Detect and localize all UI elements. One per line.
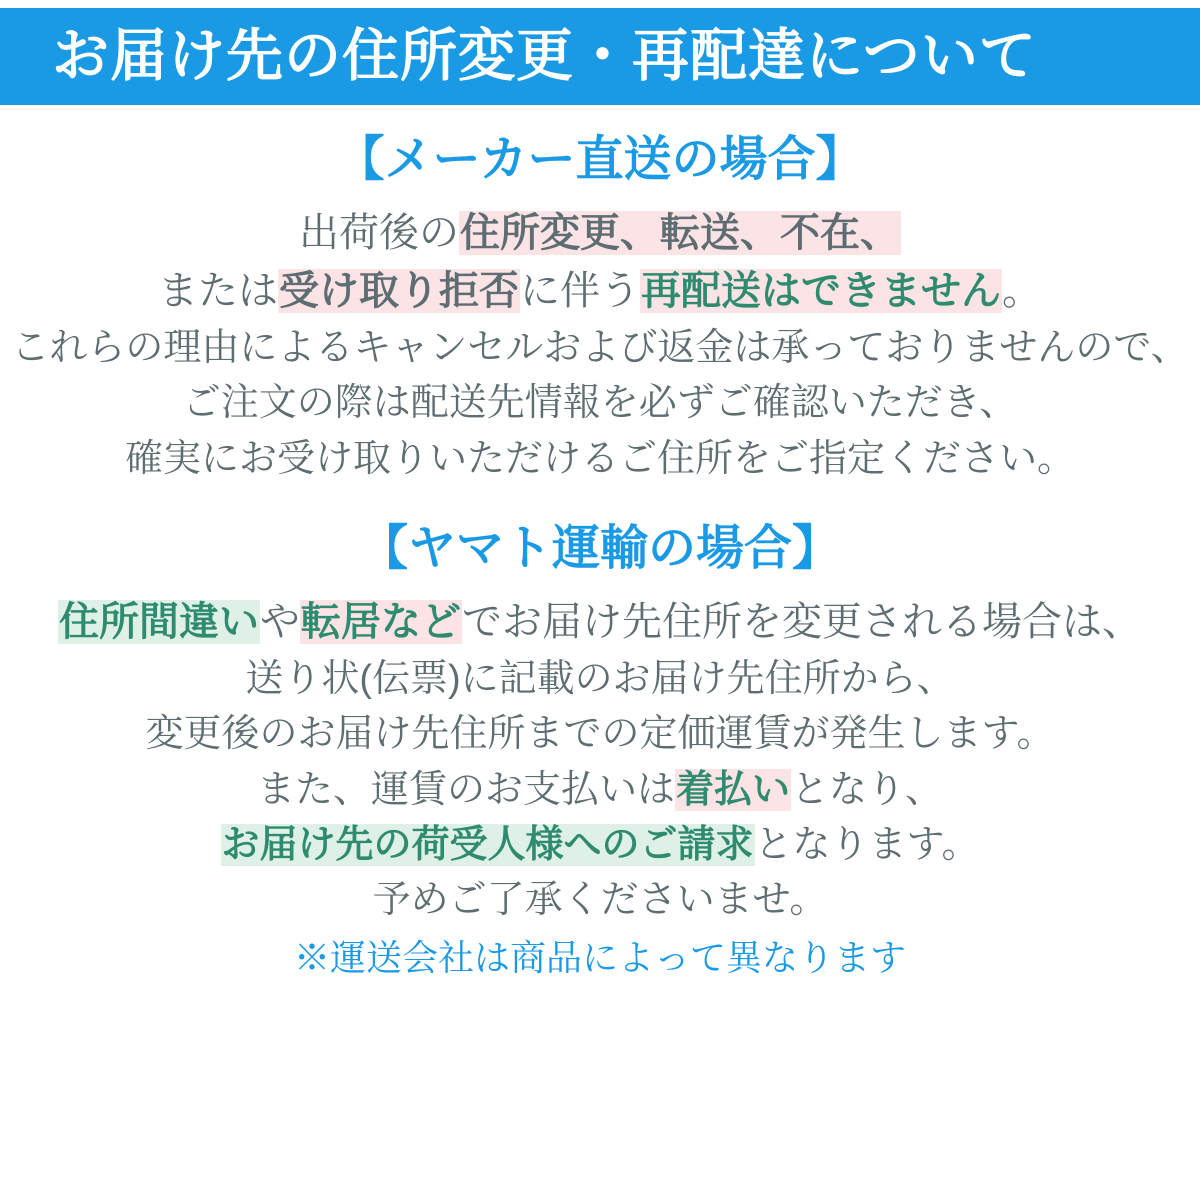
- text-line: 変更後のお届け先住所までの定価運賃が発生します。: [145, 713, 1055, 756]
- banner: [0, 8, 1200, 105]
- text-line: [0, 262, 1200, 320]
- text-segment: 。: [1002, 269, 1042, 314]
- text-segment: または: [158, 269, 278, 314]
- footnote: ※運送会社は商品によって異なります: [293, 936, 906, 978]
- highlight-segment: 再配送はできません: [641, 269, 1001, 314]
- highlight-segment: 受け取り拒否: [279, 269, 519, 314]
- banner-title: お届け先の住所変更・再配達について: [52, 24, 1037, 88]
- text-segment: や: [260, 600, 300, 645]
- content-body: [0, 112, 1200, 982]
- text-segment: でお届け先住所を変更される場合は、: [462, 600, 1142, 645]
- text-segment: また、運賃のお支払いは: [256, 768, 675, 811]
- text-line: [0, 818, 1200, 873]
- text-line: これらの理由によるキャンセルおよび返金は承っておりませんので、: [11, 326, 1189, 369]
- highlight-segment: 住所間違い: [59, 600, 259, 645]
- text-line: 送り状(伝票)に記載のお届け先住所から、: [245, 657, 955, 700]
- text-line: [0, 763, 1200, 818]
- text-segment: となり、: [791, 768, 944, 811]
- section-heading-maker-direct: 【メーカー直送の場合】: [336, 133, 864, 186]
- highlight-segment: 着払い: [675, 768, 790, 811]
- text-segment: 出荷後の: [299, 211, 459, 255]
- text-line: 予めご了承くださいませ。: [372, 879, 828, 922]
- text-line: 確実にお受け取りいただけるご住所をご指定ください。: [124, 437, 1075, 480]
- text-segment: となります。: [754, 823, 980, 866]
- section-heading-yamato: 【ヤマト運輸の場合】: [359, 522, 840, 576]
- highlight-segment: 住所変更、転送、不在、: [460, 211, 900, 255]
- text-segment: に伴う: [520, 269, 640, 314]
- highlight-segment: お届け先の荷受人様へのご請求: [221, 823, 754, 866]
- text-line: [0, 593, 1200, 651]
- text-line: ご注文の際は配送先情報を必ずご確認いただき、: [182, 382, 1018, 425]
- highlight-segment: 転居など: [301, 600, 461, 645]
- text-line: [0, 204, 1200, 262]
